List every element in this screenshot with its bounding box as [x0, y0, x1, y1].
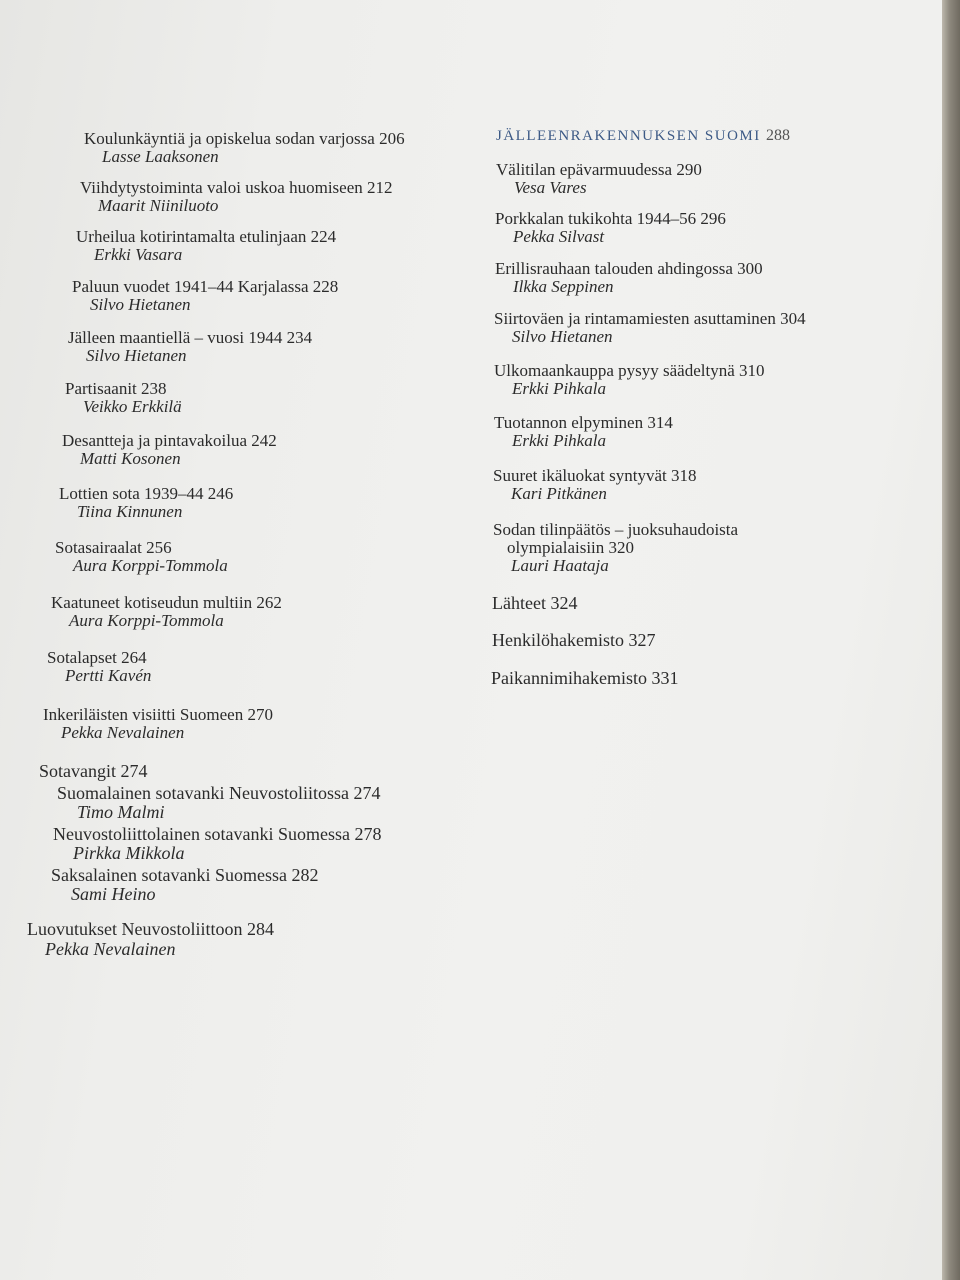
- entry-author: Vesa Vares: [514, 178, 587, 197]
- toc-entry-porkkalan: [495, 210, 726, 246]
- entry-author: Veikko Erkkilä: [83, 397, 182, 416]
- toc-entry-sotalapset: [47, 649, 151, 685]
- toc-entry-suuret-ikaluokat: [493, 467, 697, 503]
- toc-subentry-saksalainen: [39, 866, 381, 905]
- entry-title: Tuotannon elpyminen 314: [494, 413, 673, 432]
- toc-entry-sotavangit: [39, 762, 381, 905]
- entry-author: Kari Pitkänen: [511, 484, 607, 503]
- entry-title-line1: Sodan tilinpäätös – juoksuhaudoista: [493, 520, 739, 539]
- entry-title: Kaatuneet kotiseudun multiin 262: [51, 593, 282, 612]
- toc-entry-viihdytys: [80, 179, 393, 215]
- toc-entry-koulunkaynti: [84, 130, 405, 166]
- entry-author: Ilkka Seppinen: [513, 277, 614, 296]
- entry-title: Paikannimihakemisto 331: [491, 668, 679, 688]
- toc-subentry-neuvostoliittolainen: [39, 825, 381, 864]
- entry-title: Sotalapset 264: [47, 648, 147, 667]
- entry-title: Urheilua kotirintamalta etulinjaan 224: [76, 227, 337, 246]
- entry-title: Siirtoväen ja rintamamiesten asuttaminen 304: [494, 309, 806, 328]
- toc-entry-ulkomaankauppa: [494, 362, 765, 398]
- entry-title: Välitilan epävarmuudessa 290: [496, 160, 702, 179]
- entry-title: Partisaanit 238: [65, 379, 167, 398]
- toc-entry-desantteja: [62, 432, 277, 468]
- entry-title: Ulkomaankauppa pysyy säädeltynä 310: [494, 361, 765, 380]
- entry-title: Koulunkäyntiä ja opiskelua sodan varjossa 206: [84, 129, 405, 148]
- entry-author: Maarit Niiniluoto: [98, 196, 219, 215]
- toc-entry-siirtovaen: [494, 310, 806, 346]
- toc-entry-urheilua: [76, 228, 336, 264]
- section-heading-text: JÄLLEENRAKENNUKSEN SUOMI: [496, 128, 761, 144]
- entry-title: Sotasairaalat 256: [55, 538, 172, 557]
- entry-author: Aura Korppi-Tommola: [69, 611, 224, 630]
- entry-title: Paluun vuodet 1941–44 Karjalassa 228: [72, 277, 339, 296]
- entry-title: Neuvostoliittolainen sotavanki Suomessa 278: [53, 823, 382, 844]
- entry-author: Aura Korppi-Tommola: [73, 556, 228, 575]
- section-heading-page: 288: [766, 127, 790, 144]
- entry-author: Pekka Nevalainen: [61, 723, 185, 742]
- entry-author: Sami Heino: [71, 884, 156, 904]
- entry-author: Tiina Kinnunen: [77, 502, 183, 521]
- toc-entry-erillisrauhaan: [495, 260, 763, 296]
- toc-entry-paluun-vuodet: [72, 278, 338, 314]
- toc-entry-partisaanit: [65, 380, 182, 416]
- toc-entry-henkilohakemisto: [492, 631, 655, 649]
- entry-title: Henkilöhakemisto 327: [492, 630, 656, 650]
- entry-author: Silvo Hietanen: [86, 346, 187, 365]
- entry-author: Erkki Pihkala: [512, 431, 606, 450]
- entry-title: Erillisrauhaan talouden ahdingossa 300: [495, 259, 763, 278]
- section-heading: [496, 127, 790, 145]
- toc-subentry-suomalainen: [39, 784, 381, 823]
- entry-author: Silvo Hietanen: [512, 327, 613, 346]
- page-edge: [942, 0, 960, 1280]
- entry-title: Suuret ikäluokat syntyvät 318: [493, 466, 697, 485]
- toc-entry-sodan-tilinpaatos: [493, 521, 738, 575]
- toc-entry-luovutukset: [27, 920, 274, 959]
- entry-title: Inkeriläisten visiitti Suomeen 270: [43, 705, 273, 724]
- entry-title: Porkkalan tukikohta 1944–56 296: [495, 209, 726, 228]
- toc-entry-valitilan: [496, 161, 702, 197]
- entry-title: Viihdytystoiminta valoi uskoa huomiseen 212: [80, 178, 393, 197]
- entry-author: Silvo Hietanen: [90, 295, 191, 314]
- toc-entry-tuotannon: [494, 414, 673, 450]
- entry-author: Pekka Nevalainen: [45, 938, 176, 959]
- entry-title: Luovutukset Neuvostoliittoon 284: [27, 919, 274, 939]
- entry-title-line2: olympialaisiin 320: [507, 538, 635, 557]
- entry-title: Lähteet 324: [492, 593, 578, 613]
- toc-entry-jalleen-maantiella: [68, 329, 312, 365]
- entry-title: Jälleen maantiellä – vuosi 1944 234: [68, 328, 313, 347]
- toc-entry-lottien-sota: [59, 485, 233, 521]
- entry-title: Lottien sota 1939–44 246: [59, 484, 234, 503]
- toc-entry-paikannimihakemisto: [491, 669, 678, 687]
- toc-entry-inkerilaisten: [43, 706, 273, 742]
- toc-entry-sotasairaalat: [55, 539, 228, 575]
- entry-author: Erkki Vasara: [94, 245, 183, 264]
- entry-author: Matti Kosonen: [80, 449, 181, 468]
- entry-author: Lauri Haataja: [511, 556, 609, 575]
- entry-author: Timo Malmi: [77, 802, 165, 822]
- entry-title: Saksalainen sotavanki Suomessa 282: [51, 864, 319, 885]
- entry-author: Pertti Kavén: [65, 666, 152, 685]
- toc-entry-lahteet: [492, 594, 577, 612]
- entry-author: Lasse Laaksonen: [102, 147, 219, 166]
- entry-author: Pekka Silvast: [513, 227, 605, 246]
- entry-author: Erkki Pihkala: [512, 379, 606, 398]
- entry-title: Sotavangit 274: [39, 761, 148, 781]
- entry-title: Suomalainen sotavanki Neuvostoliitossa 274: [57, 782, 381, 803]
- entry-title: Desantteja ja pintavakoilua 242: [62, 431, 277, 450]
- toc-entry-kaatuneet: [51, 594, 282, 630]
- entry-author: Pirkka Mikkola: [73, 843, 185, 863]
